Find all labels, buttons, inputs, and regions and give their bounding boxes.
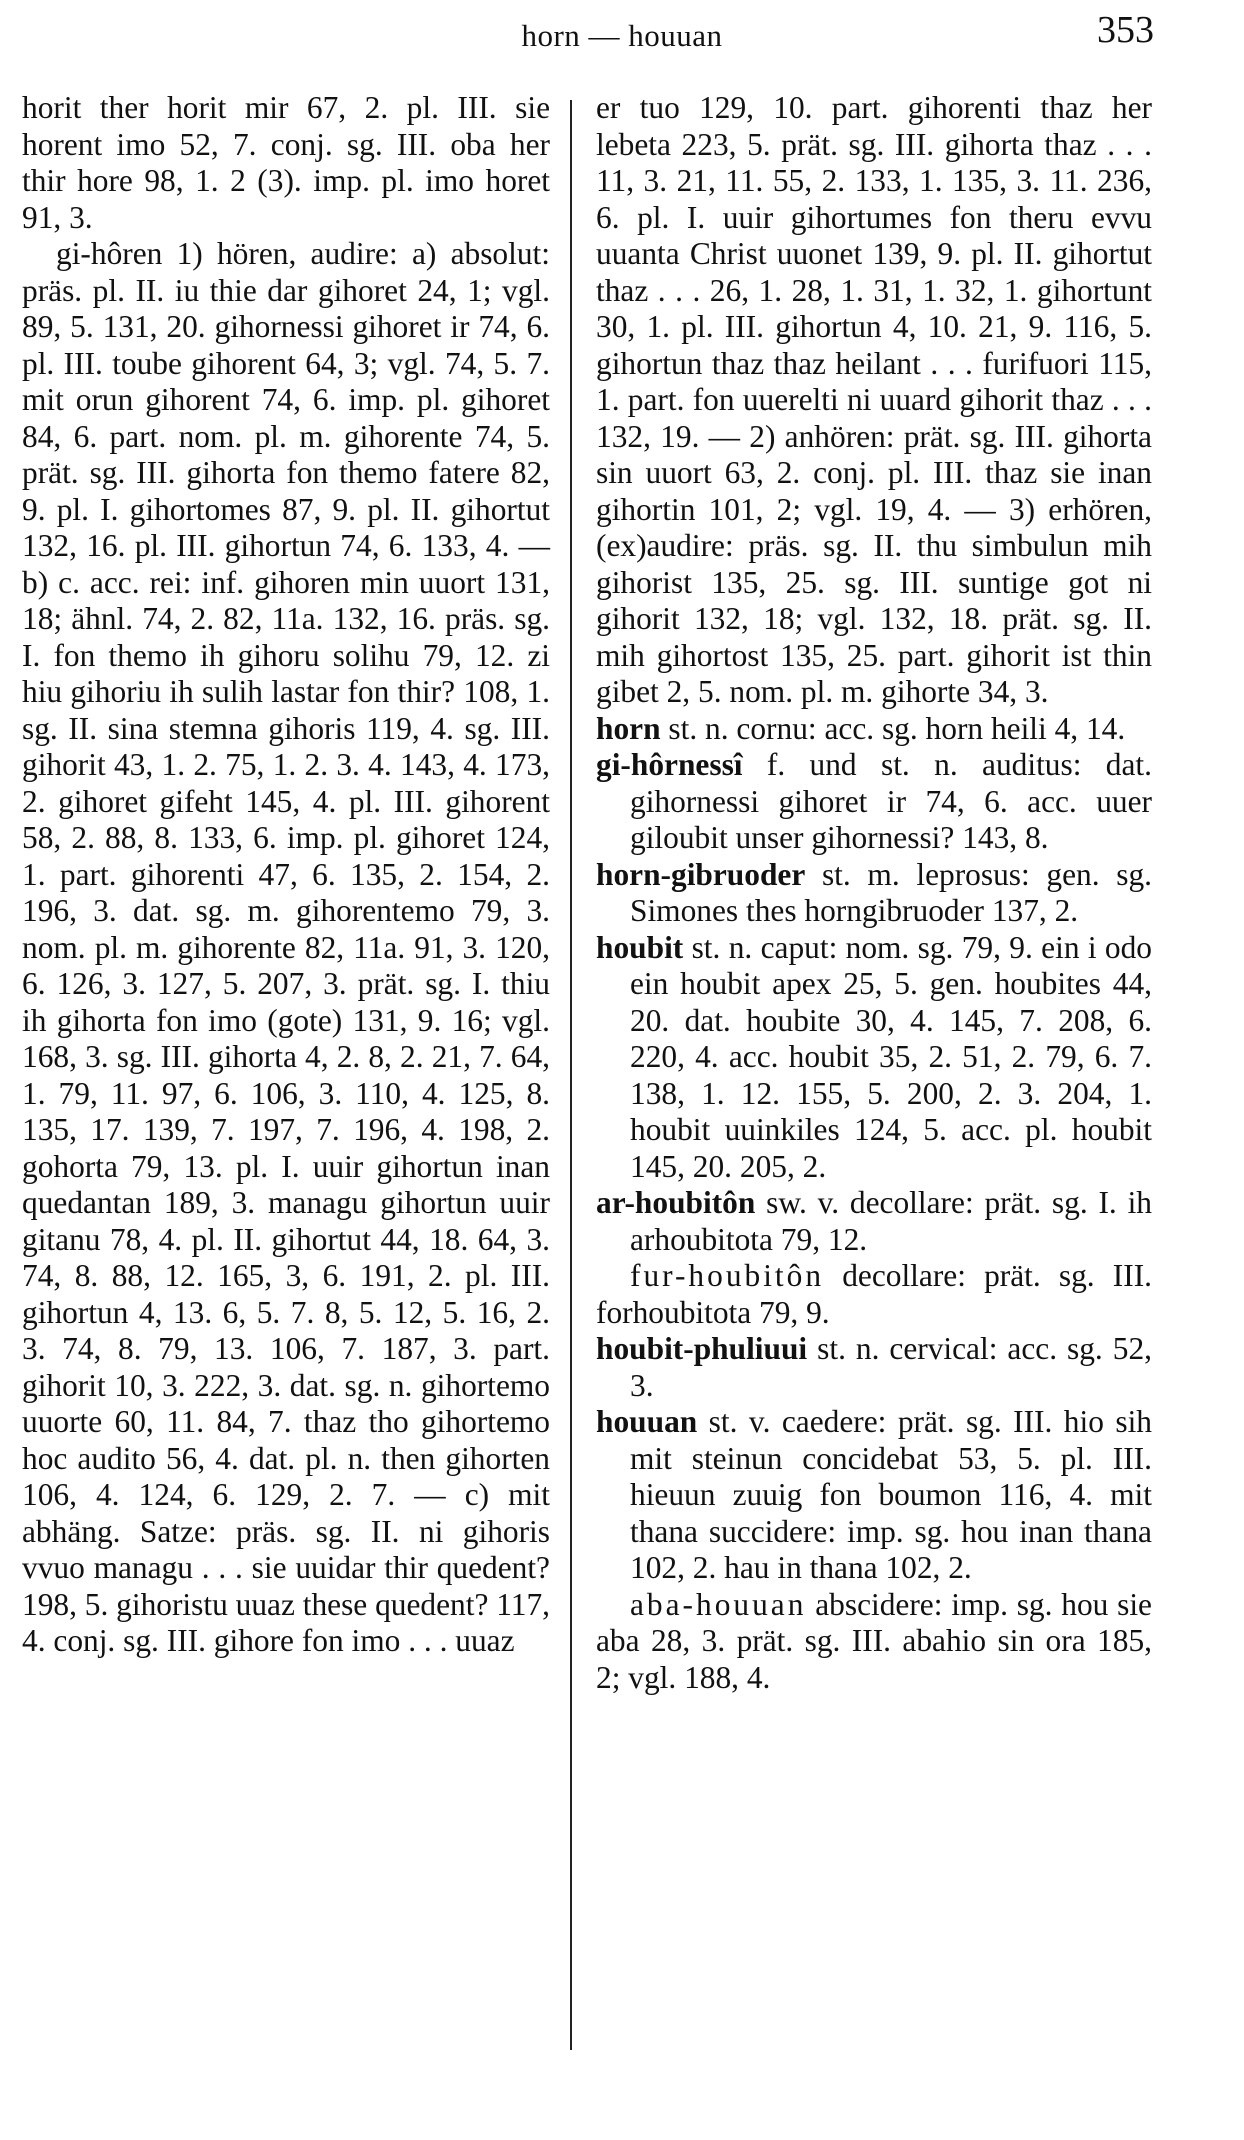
entry-houuan	[596, 1404, 1152, 1587]
entry-arhoubiton-body: sw. v. decollare: prät. sg. I. ih arhoubitota 79, 12.	[630, 1185, 1152, 1257]
entry-houbitphuliuui	[596, 1331, 1152, 1404]
headword-horn: horn	[596, 710, 661, 746]
headword-gihornessi: gi-hôrnessî	[596, 747, 743, 782]
right-column	[596, 90, 1152, 1696]
entry-horn	[596, 711, 1152, 748]
entry-houbitphuliuui-body: st. n. cervical: acc. sg. 52, 3.	[630, 1331, 1152, 1403]
running-title: horn — houuan	[521, 18, 723, 53]
headword-arhoubiton: ar-houbitôn	[596, 1185, 756, 1220]
entry-horngibruoder	[596, 857, 1152, 930]
entry-houbit-body: st. n. caput: nom. sg. 79, 9. ein i odo ein houbit apex 25, 5. gen. houbites 44, 20. dat. houbite 30, 4. 145, 7. 208, 6. 220, 4. acc. houbit 35, 2. 51, 2. 79, 6. 7. 138, 1. 12. 155, 5. 200, 2. 3. 204, 1. houbit uuinkiles 124, 5. acc. pl. houbit 145, 20. 205, 2.	[630, 929, 1152, 1184]
entry-horngibruoder-body: st. m. leprosus: gen. sg. Simones thes horngibruoder 137, 2.	[630, 856, 1152, 928]
entry-furhoubiton-body: decollare: prät. sg. III. forhoubitota 79, 9.	[596, 1258, 1152, 1330]
headword-abahouuan: aba-houuan	[630, 1586, 807, 1622]
headword-houuan: houuan	[596, 1404, 698, 1439]
headword-houbitphuliuui: houbit-phuliuui	[596, 1331, 808, 1366]
entry-gihoren: gi-hôren 1) hören, audire: a) absolut: präs. pl. II. iu thie dar gihoret 24, 1; vgl. 89, 5. 131, 20. gihornessi gihoret ir 74, 6. pl. III. toube gihorent 64, 3; vgl. 74, 5. 7. mit orun gihorent 74, 6. imp. pl. gihoret 84, 6. part. nom. pl. m. gihorente 74, 5. prät. sg. III. gihorta fon themo fatere 82, 9. pl. I. gihortomes 87, 9. pl. II. gihortut 132, 16. pl. III. gihortun 74, 6. 133, 4. — b) c. acc. rei: inf. gihoren min uuort 131, 18; ähnl. 74, 2. 82, 11a. 132, 16. präs. sg. I. fon themo ih gihoru solihu 79, 12. zi hiu gihoriu ih sulih lastar fon thir? 108, 1. sg. II. sina stemna gihoris 119, 4. sg. III. gihorit 43, 1. 2. 75, 1. 2. 3. 4. 143, 4. 173, 2. gihoret gifeht 145, 4. pl. III. gihorent 58, 2. 88, 8. 133, 6. imp. pl. gihoret 124, 1. part. gihorenti 47, 6. 135, 2. 154, 2. 196, 3. dat. sg. m. gihorentemo 79, 3. nom. pl. m. gihorente 82, 11a. 91, 3. 120, 6. 126, 3. 127, 5. 207, 3. prät. sg. I. thiu ih gihorta fon imo (gote) 131, 9. 16; vgl. 168, 3. sg. III. gihorta 4, 2. 8, 2. 21, 7. 64, 1. 79, 11. 97, 6. 106, 3. 110, 4. 125, 8. 135, 17. 139, 7. 197, 7. 196, 4. 198, 2. gohorta 79, 13. pl. I. uuir gihortun inan quedantan 189, 3. managu gihortun uuir gitanu 78, 4. pl. II. gihortut 44, 18. 64, 3. 74, 8. 88, 12. 165, 3, 6. 191, 2. pl. III. gihortun 4, 13. 6, 5. 7. 8, 5. 12, 5. 16, 2. 3. 74, 8. 79, 13. 106, 7. 187, 3. part. gihorit 10, 3. 222, 3. dat. sg. n. gihortemo uuorte 60, 11. 84, 7. thaz tho gihortemo hoc audito 56, 4. dat. pl. n. then gihorten 106, 4. 124, 6. 129, 2. 7. — c) mit abhäng. Satze: präs. sg. II. ni gihoris vvuo managu . . . sie uuidar thir quedent? 198, 5. gihoristu uuaz these quedent? 117, 4. conj. sg. III. gihore fon imo . . . uuaz	[22, 236, 550, 1658]
entry-continuation-right: er tuo 129, 10. part. gihorenti thaz her lebeta 223, 5. prät. sg. III. gihorta thaz . . . 11, 3. 21, 11. 55, 2. 133, 1. 135, 3. 11. 236, 6. pl. I. uuir gihortumes fon theru evvu uuanta Christ uuonet 139, 9. pl. II. gihortut thaz . . . 26, 1. 28, 1. 31, 1. 32, 1. gihortunt 30, 1. pl. III. gihortun 4, 10. 21, 9. 116, 5. gihortun thaz thaz heilant . . . furifuori 115, 1. part. fon uuerelti ni uuard gihorit thaz . . . 132, 19. — 2) anhören: prät. sg. III. gihorta sin uuort 63, 2. conj. pl. III. thaz sie inan gihortin 101, 2; vgl. 19, 4. — 3) erhören, (ex)audire: präs. sg. II. thu simbulun mih gihorist 135, 25. sg. III. suntige got ni gihorit 132, 18; vgl. 132, 18. prät. sg. II. mih gihortost 135, 25. part. gihorit ist thin gibet 2, 5. nom. pl. m. gihorte 34, 3.	[596, 90, 1152, 709]
entry-arhoubiton	[596, 1185, 1152, 1258]
entry-gihornessi-body: f. und st. n. auditus: dat. gihornessi gihoret ir 74, 6. acc. uuer giloubit unser gihornessi? 143, 8.	[630, 747, 1152, 855]
entry-furhoubiton	[596, 1258, 1152, 1331]
entry-houbit	[596, 930, 1152, 1186]
entry-houuan-body: st. v. caedere: prät. sg. III. hio sih mit steinun concidebat 53, 5. pl. III. hieuun zuuig fon boumon 116, 4. mit thana succidere: imp. sg. hou inan thana 102, 2. hau in thana 102, 2.	[630, 1404, 1152, 1585]
column-divider	[570, 100, 572, 2050]
headword-houbit: houbit	[596, 929, 684, 965]
entry-horn-body: st. n. cornu: acc. sg. horn heili 4, 14.	[660, 710, 1126, 746]
left-column	[22, 90, 550, 1660]
entry-abahouuan	[596, 1587, 1152, 1697]
page-number: 353	[1097, 9, 1154, 51]
headword-horngibruoder: horn-gibruoder	[596, 856, 806, 892]
headword-furhoubiton: fur-houbitôn	[630, 1258, 825, 1293]
page-header	[0, 8, 1244, 68]
entry-gihornessi	[596, 747, 1152, 857]
entry-continuation: horit ther horit mir 67, 2. pl. III. sie horent imo 52, 7. conj. sg. III. oba her thir hore 98, 1. 2 (3). imp. pl. imo horet 91, 3.	[22, 90, 550, 235]
entry-abahouuan-body: abscidere: imp. sg. hou sie aba 28, 3. prät. sg. III. abahio sin ora 185, 2; vgl. 188, 4.	[596, 1586, 1152, 1695]
